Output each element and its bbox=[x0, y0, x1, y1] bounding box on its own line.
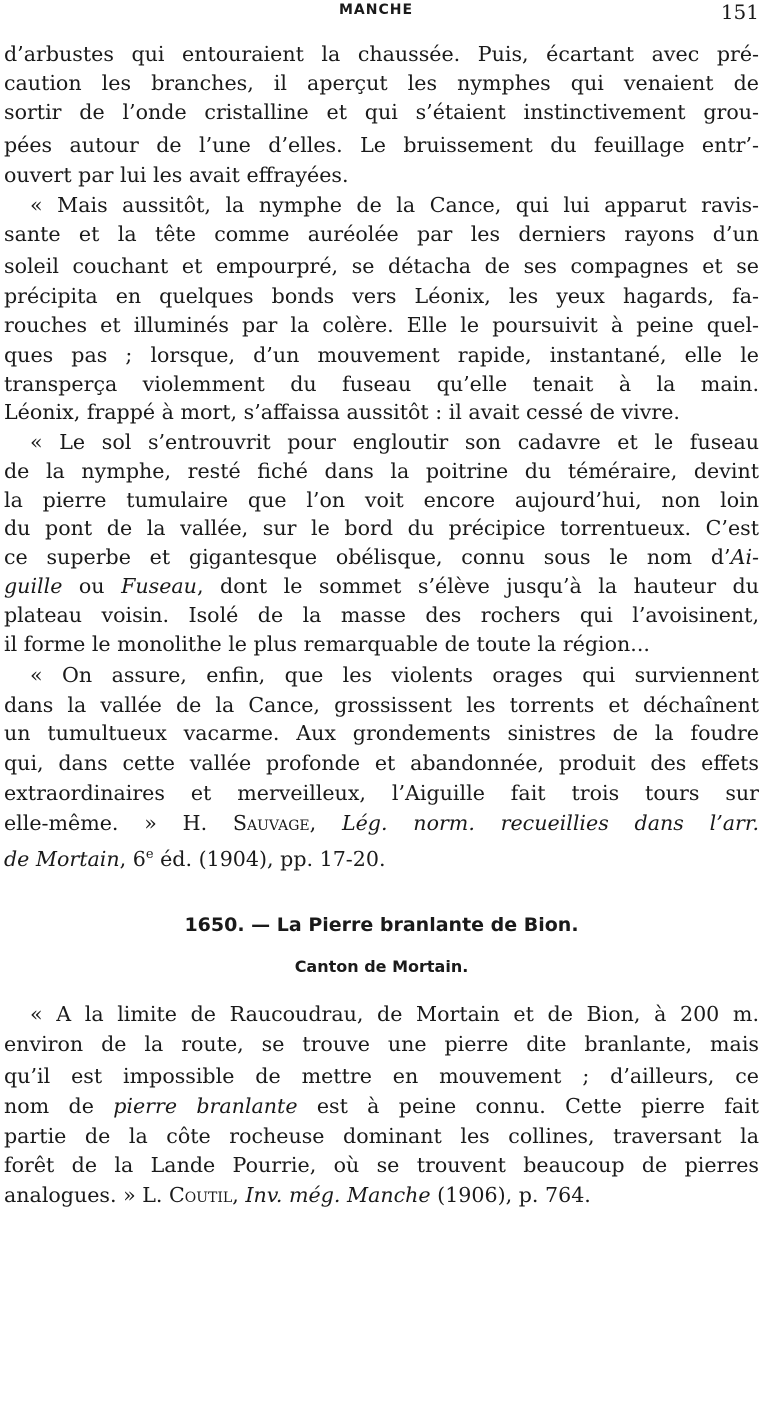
running-head bbox=[0, 0, 763, 26]
text-line: « A la limite de Raucoudrau, de Mortain et de Bion, à 200 m. bbox=[30, 1002, 759, 1026]
text-line: sortir de l’onde cristalline et qui s’étaient instinctivement grou- bbox=[4, 100, 759, 124]
text-line: Léonix, frappé à mort, s’affaissa aussitôt : il avait cessé de vivre. bbox=[4, 400, 680, 424]
text-line: un tumultueux vacarme. Aux grondements sinistres de la foudre bbox=[4, 721, 759, 745]
text-line: extraordinaires et merveilleux, l’Aiguille fait trois tours sur bbox=[4, 781, 759, 805]
text-line: de la nymphe, resté fiché dans la poitrine du téméraire, devint bbox=[4, 459, 759, 483]
text-line: pées autour de l’une d’elles. Le bruissement du feuillage entr’- bbox=[4, 133, 759, 157]
citation-title: Lég. norm. recueillies dans l’arr. bbox=[341, 811, 759, 835]
text-span: , bbox=[232, 1183, 246, 1207]
text-line: « Le sol s’entrouvrit pour engloutir son cadavre et le fuseau bbox=[30, 430, 759, 454]
citation-title: Inv. még. Manche bbox=[245, 1183, 431, 1207]
text-line bbox=[4, 571, 759, 601]
text-span: ou bbox=[62, 574, 122, 598]
text-line: ouvert par lui les avait effrayées. bbox=[4, 163, 349, 187]
text-span: elle-même. » H. bbox=[4, 811, 233, 835]
text-span: analogues. » L. bbox=[4, 1183, 170, 1207]
text-line bbox=[4, 840, 759, 870]
text-line bbox=[4, 542, 759, 572]
running-title: MANCHE bbox=[339, 2, 414, 18]
text-line: « Mais aussitôt, la nymphe de la Cance, qui lui apparut ravis- bbox=[30, 193, 759, 217]
text-span: ce superbe et gigantesque obélisque, connu sous le nom d’ bbox=[4, 545, 731, 569]
text-line: caution les branches, il aperçut les nymphes qui venaient de bbox=[4, 71, 759, 95]
text-line: partie de la côte rocheuse dominant les collines, traversant la bbox=[4, 1124, 759, 1148]
author-name: Sauvage bbox=[232, 811, 310, 835]
text-span: , bbox=[309, 811, 342, 835]
text-line: la pierre tumulaire que l’on voit encore aujourd’hui, non loin bbox=[4, 488, 759, 512]
text-line bbox=[4, 1180, 759, 1210]
text-span: (1906), p. 764. bbox=[430, 1183, 591, 1207]
italic-term: guille bbox=[4, 574, 63, 598]
text-line: du pont de la vallée, sur le bord du précipice torrentueux. C’est bbox=[4, 516, 759, 540]
text-line: qu’il est impossible de mettre en mouvement ; d’ailleurs, ce bbox=[4, 1064, 759, 1088]
text-span: nom de bbox=[4, 1094, 114, 1118]
text-line: qui, dans cette vallée profonde et abandonnée, produit des effets bbox=[4, 751, 759, 775]
text-line: ques pas ; lorsque, d’un mouvement rapide, instantané, elle le bbox=[4, 343, 759, 367]
text-line bbox=[4, 808, 759, 838]
text-line: transperça violemment du fuseau qu’elle tenait à la main. bbox=[4, 372, 759, 396]
author-name: Coutil bbox=[169, 1183, 233, 1207]
italic-term: Fuseau bbox=[121, 574, 197, 598]
text-span: , 6 bbox=[119, 846, 146, 871]
text-line: soleil couchant et empourpré, se détacha de ses compagnes et se bbox=[4, 254, 759, 278]
text-line: précipita en quelques bonds vers Léonix, les yeux hagards, fa- bbox=[4, 284, 759, 308]
text-line: dans la vallée de la Cance, grossissent les torrents et déchaînent bbox=[4, 693, 759, 717]
text-line: environ de la route, se trouve une pierre dite branlante, mais bbox=[4, 1032, 759, 1056]
section-subtitle: Canton de Mortain. bbox=[294, 957, 469, 976]
text-line: il forme le monolithe le plus remarquable de toute la région... bbox=[4, 632, 650, 656]
text-line: plateau voisin. Isolé de la masse des rochers qui l’avoisinent, bbox=[4, 603, 759, 627]
text-line: sante et la tête comme auréolée par les derniers rayons d’un bbox=[4, 222, 759, 246]
italic-term: pierre branlante bbox=[113, 1094, 298, 1118]
text-line: forêt de la Lande Pourrie, où se trouvent beaucoup de pierres bbox=[4, 1153, 759, 1177]
section-title: 1650. — La Pierre branlante de Bion. bbox=[184, 914, 579, 936]
superscript: e bbox=[145, 847, 154, 862]
text-line: d’arbustes qui entouraient la chaussée. Puis, écartant avec pré- bbox=[4, 42, 759, 66]
page-number: 151 bbox=[720, 0, 759, 24]
text-span: , dont le sommet s’élève jusqu’à la hauteur du bbox=[196, 574, 759, 598]
text-line: rouches et illuminés par la colère. Elle le poursuivit à peine quel- bbox=[4, 313, 759, 337]
text-span: éd. (1904), pp. 17-20. bbox=[153, 846, 386, 871]
italic-term: Ai- bbox=[730, 545, 759, 569]
text-span: est à peine connu. Cette pierre fait bbox=[297, 1094, 759, 1118]
citation-title: de Mortain bbox=[4, 846, 120, 871]
text-line: « On assure, enfin, que les violents orages qui surviennent bbox=[30, 663, 759, 687]
text-line bbox=[4, 1091, 759, 1121]
